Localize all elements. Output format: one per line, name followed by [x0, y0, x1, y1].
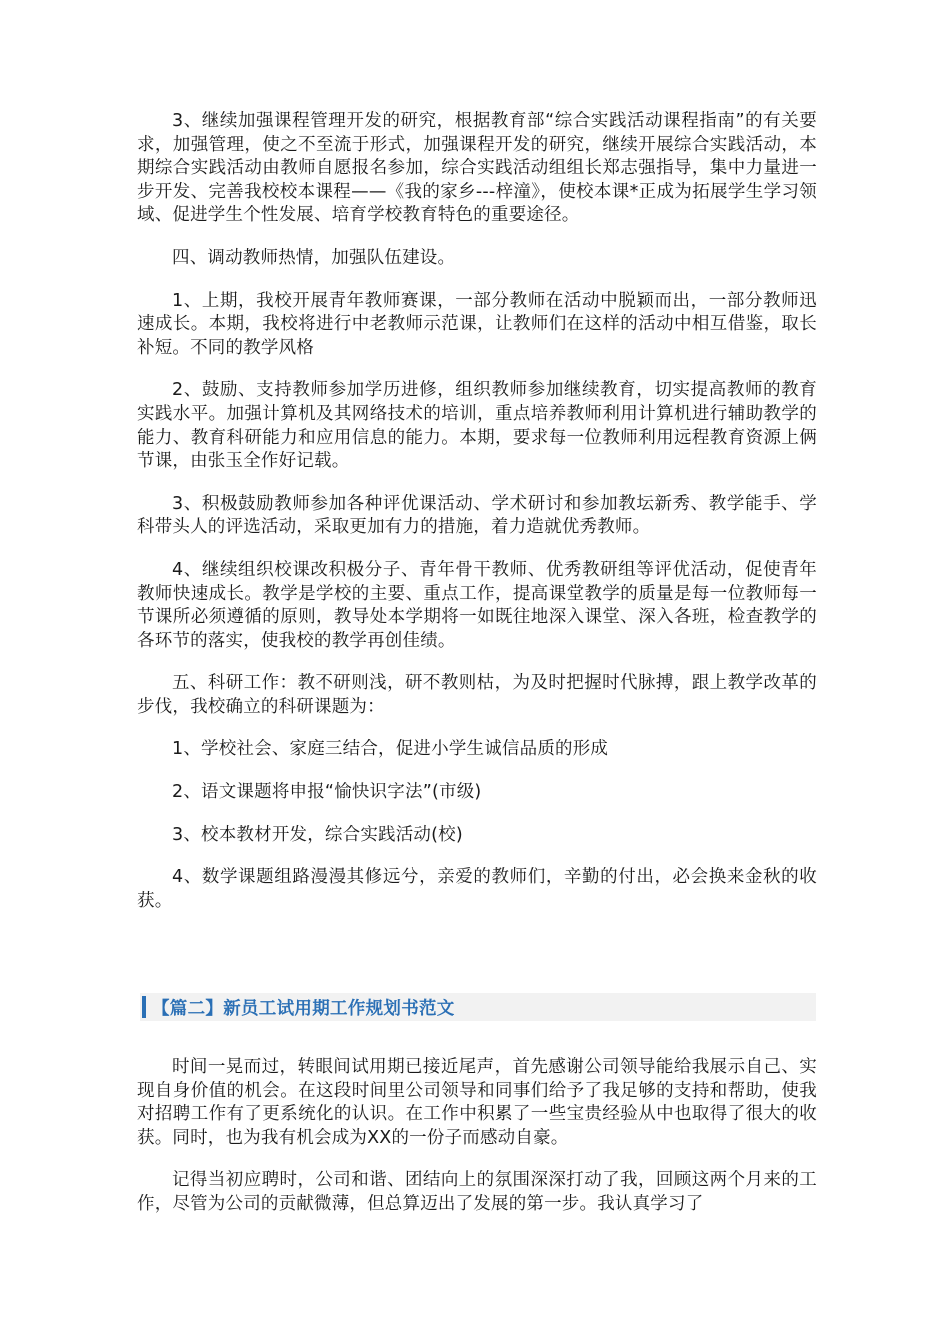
- section-heading-title: 【篇二】新员工试用期工作规划书范文: [152, 998, 455, 1019]
- document-body-part2: [137, 1056, 817, 1236]
- paragraph: 2、鼓励、支持教师参加学历进修，组织教师参加继续教育，切实提高教师的教育实践水平。加强计算机及其网络技术的培训，重点培养教师利用计算机进行辅助教学的能力、教育科研能力和应用信息的能力。本期，要求每一位教师利用远程教育资源上俩节课，由张玉全作好记载。: [137, 380, 817, 472]
- section-title-research: 五、科研工作：教不研则浅，研不教则枯，为及时把握时代脉搏，跟上教学改革的步伐，我校确立的科研课题为：: [137, 673, 817, 717]
- paragraph: 3、继续加强课程管理开发的研究，根据教育部“综合实践活动课程指南”的有关要求，加强管理，使之不至流于形式，加强课程开发的研究，继续开展综合实践活动，本期综合实践活动由教师自愿报名参加，综合实践活动组组长郑志强指导，集中力量进一步开发、完善我校校本课程——《我的家乡---梓潼》，使校本课*正成为拓展学生学习领域、促进学生个性发展、培育学校教育特色的重要途径。: [137, 111, 817, 226]
- paragraph: 记得当初应聘时，公司和谐、团结向上的氛围深深打动了我，回顾这两个月来的工作，尽管为公司的贡献微薄，但总算迈出了发展的第一步。我认真学习了: [137, 1170, 817, 1214]
- section-heading: [140, 993, 816, 1021]
- list-item: 3、校本教材开发，综合实践活动(校): [172, 824, 463, 845]
- list-item: 1、学校社会、家庭三结合，促进小学生诚信品质的形成: [172, 739, 609, 760]
- paragraph: 3、积极鼓励教师参加各种评优课活动、学术研讨和参加教坛新秀、教学能手、学科带头人的评选活动，采取更加有力的措施，着力造就优秀教师。: [137, 493, 817, 538]
- document-body-part1: [137, 110, 817, 932]
- paragraph: 4、继续组织校课改积极分子、青年骨干教师、优秀教研组等评优活动，促使青年教师快速成长。教学是学校的主要、重点工作，提高课堂教学的质量是每一位教师每一节课所必须遵循的原则，教导处本学期将一如既往地深入课堂、深入各班，检查教学的各环节的落实，使我校的教学再创佳绩。: [137, 559, 817, 651]
- section-title-teachers: 四、调动教师热情，加强队伍建设。: [172, 247, 456, 268]
- paragraph: 1、上期，我校开展青年教师赛课，一部分教师在活动中脱颖而出，一部分教师迅速成长。本期，我校将进行中老教师示范课，让教师们在这样的活动中相互借鉴，取长补短。不同的教学风格: [137, 290, 817, 358]
- list-item: 2、语文课题将申报“愉快识字法”(市级): [172, 782, 482, 803]
- paragraph: 时间一晃而过，转眼间试用期已接近尾声，首先感谢公司领导能给我展示自己、实现自身价值的机会。在这段时间里公司领导和同事们给予了我足够的支持和帮助，使我对招聘工作有了更系统化的认识。在工作中积累了一些宝贵经验从中也取得了很大的收获。同时，也为我有机会成为XX的一份子而感动自豪。: [137, 1057, 817, 1148]
- heading-accent-bar: [142, 996, 146, 1018]
- list-item: 4、数学课题组路漫漫其修远兮，亲爱的教师们，辛勤的付出，必会换来金秋的收获。: [137, 867, 817, 911]
